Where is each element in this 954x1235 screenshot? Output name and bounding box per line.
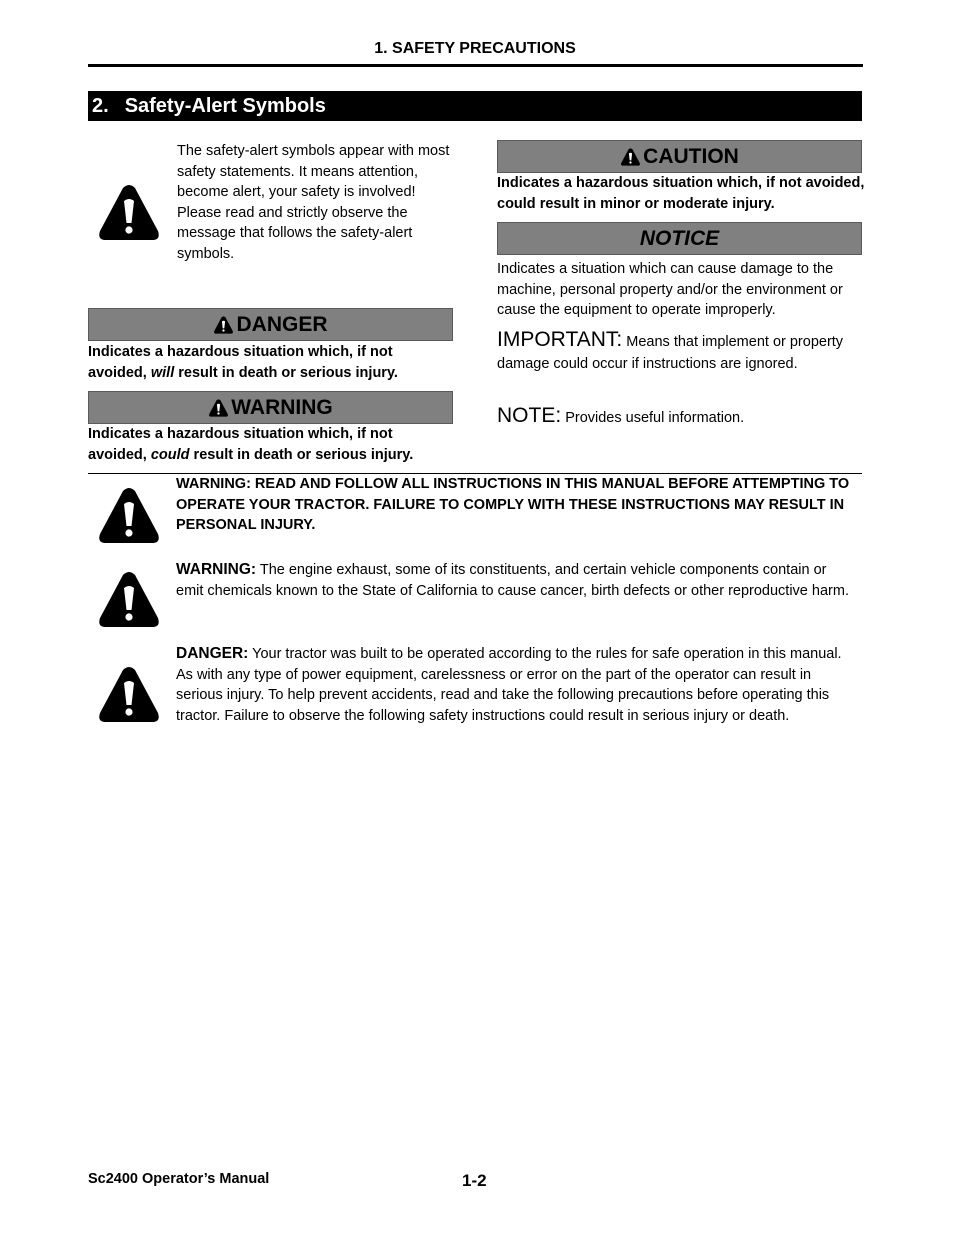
danger-label: DANGER <box>236 312 328 336</box>
intro-paragraph: Please read and strictly observe the message that follows the safety-alert symbols. <box>177 204 413 262</box>
safety-alert-icon <box>213 316 234 334</box>
warning-signal-box <box>88 391 453 424</box>
header-divider <box>88 64 863 67</box>
warning-desc-emphasis: could <box>150 446 190 463</box>
warning-label: WARNING <box>231 395 333 419</box>
section-heading <box>88 91 862 121</box>
warning-desc-text: Indicates a hazardous situation which, if not avoided, <box>88 426 393 463</box>
safety-alert-icon <box>98 571 160 628</box>
notice-label: NOTICE <box>639 226 720 250</box>
section-number: 2. <box>92 95 109 117</box>
page-header-title: 1. SAFETY PRECAUTIONS <box>374 40 576 57</box>
safe-operation-danger <box>176 644 856 726</box>
note-text: Provides useful information. <box>561 410 745 426</box>
safety-alert-icon <box>98 184 160 241</box>
note <box>497 406 857 429</box>
safety-alert-icon <box>98 487 160 544</box>
caution-description: Indicates a hazardous situation which, if not avoided, could result in minor or moderate injury. <box>497 175 865 212</box>
caution-signal-box <box>497 140 862 173</box>
footer-manual-title: Sc2400 Operator’s Manual <box>88 1171 270 1187</box>
safety-alert-icon <box>98 666 160 723</box>
danger-description <box>88 342 453 383</box>
important-label: IMPORTANT: <box>497 328 623 351</box>
note-label: NOTE: <box>497 404 562 427</box>
safe-operation-danger-text: Your tractor was built to be operated according to the rules for safe operation in this manual. As with any type of power equipment, carelessness or error on the part of the operator can result in serious injury. To help prevent accidents, read and take the following precautions before operating this tractor. Failure to observe the following safety instructions could result in serious injury or death. <box>176 646 842 724</box>
notice-signal-box <box>497 222 862 255</box>
page-number: 1-2 <box>462 1171 487 1190</box>
safety-alert-icon <box>208 399 229 417</box>
safe-operation-danger-label: DANGER: <box>176 645 249 662</box>
important-note <box>497 329 857 375</box>
danger-desc-text: result in death or serious injury. <box>174 364 398 381</box>
danger-desc-emphasis: will <box>150 364 175 381</box>
danger-signal-box <box>88 308 453 341</box>
california-warning <box>176 560 856 601</box>
danger-desc-text: Indicates a hazardous situation which, if not avoided, <box>88 344 393 381</box>
section-title: Safety-Alert Symbols <box>124 95 326 117</box>
intro-paragraph: The safety-alert symbols appear with most safety statements. It means attention, become alert, your safety is involved! <box>177 143 450 200</box>
california-warning-text: The engine exhaust, some of its constituents, and certain vehicle components contain or emit chemicals known to the State of California to cause cancer, birth defects or other reproductive harm. <box>176 562 849 599</box>
california-warning-label: WARNING: <box>176 561 257 578</box>
safety-alert-icon <box>620 148 641 166</box>
notice-description: Indicates a situation which can cause damage to the machine, personal property and/or the environment or cause the equipment to operate improperly. <box>497 261 843 318</box>
intro-text <box>177 141 452 264</box>
caution-label: CAUTION <box>643 144 739 168</box>
important-text: Means that implement or property damage could occur if instructions are ignored. <box>497 334 844 372</box>
warning-description <box>88 424 453 465</box>
read-instructions-warning: WARNING: READ AND FOLLOW ALL INSTRUCTIONS IN THIS MANUAL BEFORE ATTEMPTING TO OPERATE YOUR TRACTOR. FAILURE TO COMPLY WITH THESE INSTRUCTIONS MAY RESULT IN PERSONAL INJURY. <box>176 476 850 533</box>
warning-desc-text: result in death or serious injury. <box>189 446 414 463</box>
